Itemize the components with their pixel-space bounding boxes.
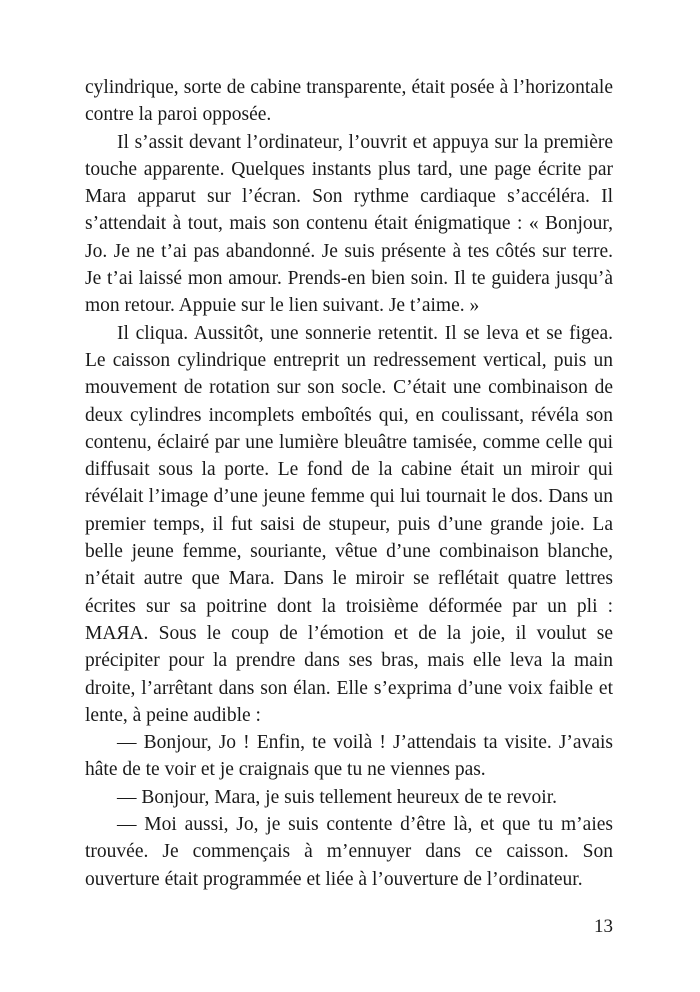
paragraph-1: cylindrique, sorte de cabine transparente, était posée à l’horizontale contre la paroi opposée.: [85, 77, 613, 126]
paragraph-3: Il cliqua. Aussitôt, une sonnerie retentit. Il se leva et se figea. Le caisson cylindrique entreprit un redressement vertical, puis un mouvement de rotation sur son socle. C’était une combinaison de deux cylindres incomplets emboîtés qui, en coulissant, révéla son contenu, éclairé par une lumière bleuâtre tamisée, comme celle qui diffusait sous la porte. Le fond de la cabine était un miroir qui révélait l’image d’une jeune femme qui lui tournait le dos. Dans un premier temps, il fut saisi de stupeur, puis d’une grande joie. La belle jeune femme, souriante, vêtue d’une combinaison blanche, n’était autre que Mara. Dans le miroir se reflétait quatre lettres écrites sur sa poitrine dont la troisième déformée par un pli : MAЯA. Sous le coup de l’émotion et de la joie, il voulut se précipiter pour la prendre dans ses bras, mais elle leva la main droite, l’arrêtant dans son élan. Elle s’exprima d’une voix faible et lente, à peine audible :: [85, 322, 613, 726]
dialogue-line-2: — Bonjour, Mara, je suis tellement heureux de te revoir.: [117, 786, 558, 808]
dialogue-line-1: — Bonjour, Jo ! Enfin, te voilà ! J’attendais ta visite. J’avais hâte de te voir et je craignais que tu ne viennes pas.: [85, 732, 613, 781]
page-body: [85, 74, 613, 893]
paragraph-2: Il s’assit devant l’ordinateur, l’ouvrit et appuya sur la première touche apparente. Quelques instants plus tard, une page écrite par Mara apparut sur l’écran. Son rythme cardiaque s’accéléra. Il s’attendait à tout, mais son contenu était énigmatique : « Bonjour, Jo. Je ne t’ai pas abandonné. Je suis présente à tes côtés sur terre. Je t’ai laissé mon amour. Prends-en bien soin. Il te guidera jusqu’à mon retour. Appuie sur le lien suivant. Je t’aime. »: [85, 131, 613, 317]
page-number: 13: [594, 916, 613, 937]
dialogue-line-3: — Moi aussi, Jo, je suis contente d’être là, et que tu m’aies trouvée. Je commençais à m’ennuyer dans ce caisson. Son ouverture était programmée et liée à l’ouverture de l’ordinateur.: [85, 814, 613, 890]
